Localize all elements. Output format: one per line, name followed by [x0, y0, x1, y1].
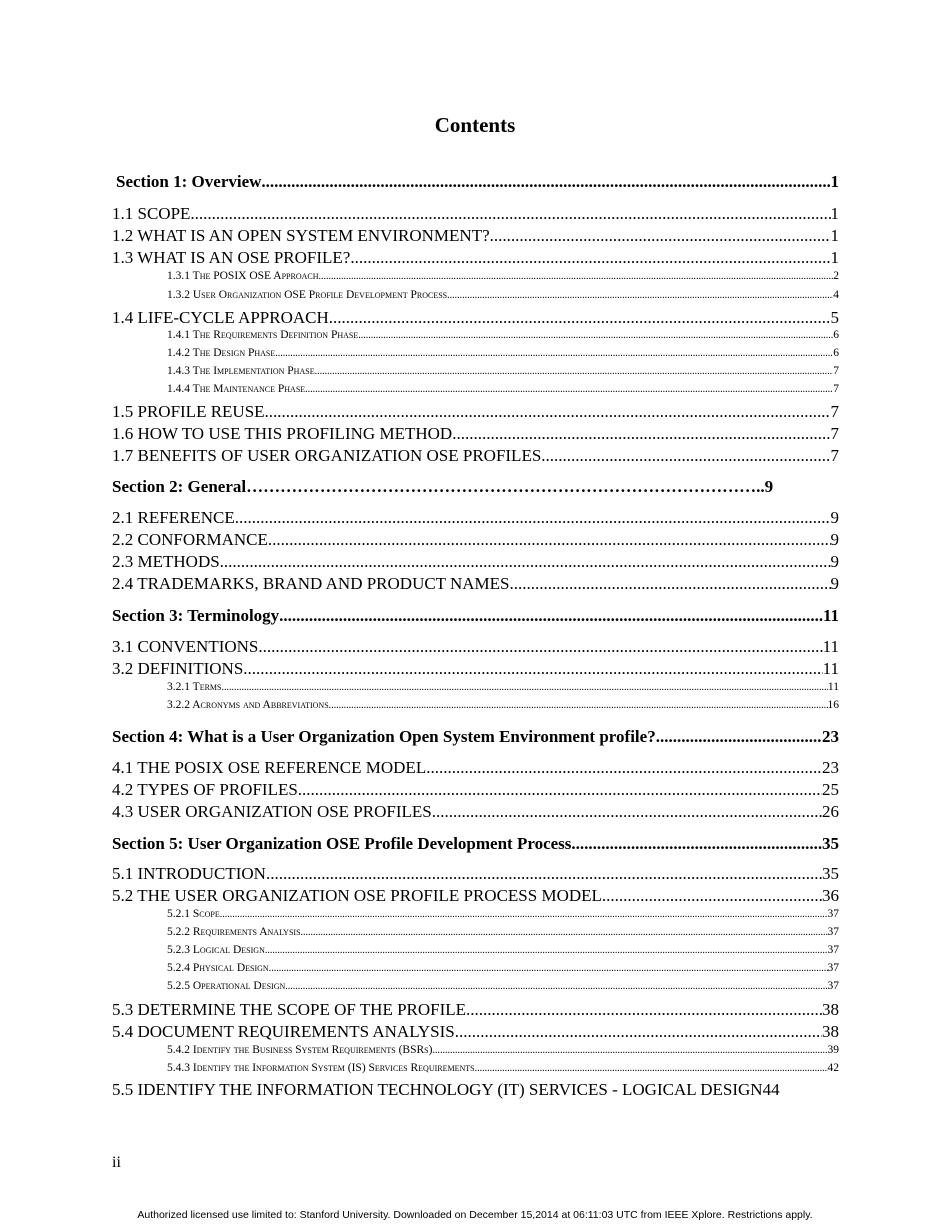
toc-entry-label: Section 4: What is a User Organization Open System Environment profile?	[112, 727, 656, 746]
toc-section-heading[interactable]	[112, 727, 839, 747]
toc-page-number: 11	[822, 659, 839, 678]
toc-entry-label: 1.3.2 User Organization OSE Profile Development Process	[167, 289, 448, 301]
toc-page-number: 37	[827, 926, 839, 938]
toc-page-number: 7	[830, 424, 839, 443]
toc-entry-label: 4.2 TYPES OF PROFILES	[112, 780, 298, 799]
toc-page-number: 6	[833, 347, 839, 359]
dot-leader	[221, 681, 827, 693]
toc-subentry[interactable]	[167, 980, 839, 992]
toc-page-number: 1	[830, 204, 839, 223]
toc-entry-label: 5.4.3 Identify the Information System (IS) Services Requirements	[167, 1062, 475, 1074]
toc-page-number: 4	[833, 289, 839, 301]
dot-leader	[268, 530, 831, 550]
toc-entry[interactable]	[112, 802, 839, 822]
dot-leader	[190, 204, 830, 224]
toc-entry[interactable]	[112, 402, 839, 422]
toc-entry-label: 5.2.4 Physical Design	[167, 962, 269, 974]
dot-leader	[265, 402, 831, 422]
toc-entry-label: 3.1 CONVENTIONS	[112, 637, 259, 656]
toc-page-number: 7	[830, 402, 839, 421]
toc-page-number: 11	[822, 606, 839, 625]
toc-subentry[interactable]	[167, 1044, 839, 1056]
toc-page-number: 37	[827, 908, 839, 920]
toc-entry[interactable]	[112, 659, 839, 679]
toc-subentry[interactable]	[167, 365, 839, 377]
toc-subentry[interactable]	[167, 944, 839, 956]
dot-leader	[235, 508, 831, 528]
toc-entry-label: 1.4.2 The Design Phase	[167, 347, 276, 359]
toc-page-number: 11	[827, 681, 839, 693]
toc-page-number: 37	[827, 962, 839, 974]
dot-leader	[220, 552, 831, 572]
toc-subentry[interactable]	[167, 1062, 839, 1074]
toc-subentry[interactable]	[167, 962, 839, 974]
toc-entry-label: 1.2 WHAT IS AN OPEN SYSTEM ENVIRONMENT?	[112, 226, 490, 245]
toc-page-number: 23	[822, 727, 839, 746]
toc-entry[interactable]	[112, 574, 839, 594]
dot-leader	[358, 329, 833, 341]
dot-leader	[269, 962, 828, 974]
toc-entry-label: 1.3.1 The POSIX OSE Approach	[167, 270, 319, 282]
toc-entry-label: 1.7 BENEFITS OF USER ORGANIZATION OSE PROFILES	[112, 446, 542, 465]
toc-entry-label: 1.5 PROFILE REUSE	[112, 402, 265, 421]
toc-section-heading[interactable]	[112, 477, 839, 497]
toc-entry-label: 5.1 INTRODUCTION	[112, 864, 266, 883]
dot-leader	[261, 172, 830, 192]
toc-entry-label: 1.6 HOW TO USE THIS PROFILING METHOD	[112, 424, 453, 443]
toc-page-number: 9	[830, 530, 839, 549]
toc-entry-label: 5.3 DETERMINE THE SCOPE OF THE PROFILE	[112, 1000, 467, 1019]
dot-leader	[305, 383, 833, 395]
dot-leader	[298, 780, 822, 800]
toc-page-number: 23	[822, 758, 839, 777]
toc-entry-label: 5.2.5 Operational Design	[167, 980, 286, 992]
toc-page-number: 38	[822, 1022, 839, 1041]
dot-leader	[571, 834, 822, 854]
toc-entry-label: Section 2: General………………………………………………………………………………..	[112, 477, 765, 496]
dot-leader	[279, 606, 823, 626]
toc-entry-label: 5.2 THE USER ORGANIZATION OSE PROFILE PROCESS MODEL	[112, 886, 602, 905]
toc-page-number: 16	[827, 699, 839, 711]
toc-page-number: 9	[764, 477, 774, 496]
toc-page-number: 5	[830, 308, 839, 327]
toc-page-number: 35	[822, 834, 839, 853]
toc-page-number: 1	[830, 248, 839, 267]
toc-entry-label: 4.1 THE POSIX OSE REFERENCE MODEL	[112, 758, 427, 777]
toc-entry-label: 3.2 DEFINITIONS	[112, 659, 244, 678]
toc-page-number: 11	[822, 637, 839, 656]
dot-leader	[432, 802, 822, 822]
dot-leader	[315, 365, 834, 377]
dot-leader	[350, 248, 830, 268]
dot-leader	[510, 574, 831, 594]
dot-leader	[285, 980, 827, 992]
toc-entry[interactable]	[112, 446, 839, 466]
toc-entry-label: 2.4 TRADEMARKS, BRAND AND PRODUCT NAMES	[112, 574, 510, 593]
toc-entry-label: 2.2 CONFORMANCE	[112, 530, 268, 549]
toc-subentry[interactable]	[167, 908, 839, 920]
toc-entry-label: 1.1 SCOPE	[112, 204, 191, 223]
toc-entry[interactable]	[112, 248, 839, 268]
toc-entry-label: Section 3: Terminology	[112, 606, 280, 625]
toc-entry-label: 5.2.3 Logical Design	[167, 944, 265, 956]
toc-subentry[interactable]	[167, 926, 839, 938]
toc-entry[interactable]	[112, 758, 839, 778]
toc-page-number: 9	[830, 574, 839, 593]
toc-page-number: 9	[830, 552, 839, 571]
toc-entry-label: Section 1: Overview	[116, 172, 262, 191]
toc-entry-label: 5.2.2 Requirements Analysis	[167, 926, 301, 938]
page-number: ii	[112, 1154, 121, 1171]
toc-subentry[interactable]	[167, 699, 839, 711]
toc-entry-label: 3.2.1 Terms	[167, 681, 222, 693]
dot-leader	[452, 424, 830, 444]
toc-page-number: 44	[762, 1080, 780, 1099]
toc-entry-label: 1.4.4 The Maintenance Phase	[167, 383, 306, 395]
toc-entry-label: 5.2.1 Scope	[167, 908, 220, 920]
toc-entry[interactable]	[112, 886, 839, 906]
toc-entry-label: 5.5 IDENTIFY THE INFORMATION TECHNOLOGY (IT) SERVICES - LOGICAL DESIGN	[112, 1080, 763, 1099]
toc-entry[interactable]	[112, 1080, 839, 1100]
toc-entry[interactable]	[112, 226, 839, 246]
toc-page-number: 1	[830, 226, 839, 245]
toc-entry-label: 5.4 DOCUMENT REQUIREMENTS ANALYSIS.	[112, 1022, 459, 1041]
dot-leader	[447, 289, 833, 301]
toc-page-number: 7	[830, 446, 839, 465]
toc-subentry[interactable]	[167, 270, 839, 282]
dot-leader	[656, 727, 822, 747]
toc-entry[interactable]	[112, 204, 839, 224]
toc-entry-label: Section 5: User Organization OSE Profile Development Process	[112, 834, 572, 853]
dot-leader	[266, 864, 822, 884]
dot-leader	[319, 270, 834, 282]
toc-page-number: 39	[827, 1044, 839, 1056]
toc-entry[interactable]	[112, 530, 839, 550]
toc-page-number: 25	[822, 780, 839, 799]
toc-entry[interactable]	[112, 424, 839, 444]
page-title: Contents	[434, 113, 516, 137]
dot-leader	[301, 926, 828, 938]
dot-leader	[490, 226, 831, 246]
toc-page-number: 9	[830, 508, 839, 527]
toc-page-number: 42	[827, 1062, 839, 1074]
toc-page-number: 1	[830, 172, 839, 191]
toc-entry-label: 1.3 WHAT IS AN OSE PROFILE?	[112, 248, 351, 267]
toc-section-heading[interactable]	[116, 172, 839, 192]
toc-section-heading[interactable]	[112, 606, 839, 626]
toc-page-number: 7	[833, 365, 839, 377]
dot-leader	[220, 908, 828, 920]
toc-subentry[interactable]	[167, 347, 839, 359]
dot-leader	[426, 758, 822, 778]
footer-notice: Authorized licensed use limited to: Stanford University. Downloaded on December 15,2014 at 06:11:03 UTC from IEEE Xplore. Restrictions apply.	[137, 1209, 813, 1221]
toc-entry-label: 2.1 REFERENCE	[112, 508, 235, 527]
dot-leader	[329, 308, 831, 328]
toc-page-number: 37	[827, 944, 839, 956]
toc-page-number: 37	[827, 980, 839, 992]
dot-leader	[329, 699, 828, 711]
toc-entry-label: 1.4.1 The Requirements Definition Phase	[167, 329, 359, 341]
toc-subentry[interactable]	[167, 383, 839, 395]
toc-entry[interactable]	[112, 508, 839, 528]
dot-leader	[466, 1000, 822, 1020]
dot-leader	[432, 1044, 827, 1056]
toc-entry-label: 2.3 METHODS	[112, 552, 220, 571]
dot-leader	[265, 944, 828, 956]
dot-leader	[243, 659, 822, 679]
toc-entry-label: 4.3 USER ORGANIZATION OSE PROFILES	[112, 802, 432, 821]
dot-leader	[459, 1022, 822, 1042]
toc-entry[interactable]	[112, 780, 839, 800]
toc-entry-label: 3.2.2 Acronyms and Abbreviations	[167, 699, 329, 711]
dot-leader	[602, 886, 822, 906]
toc-entry-label: 5.4.2 Identify the Business System Requirements (BSRs)	[167, 1044, 433, 1056]
toc-page-number: 2	[833, 270, 839, 282]
toc-section-heading[interactable]	[112, 834, 839, 854]
dot-leader	[258, 637, 822, 657]
toc-page-number: 7	[833, 383, 839, 395]
toc-page-number: 36	[822, 886, 839, 905]
toc-subentry[interactable]	[167, 329, 839, 341]
toc-page-number: 6	[833, 329, 839, 341]
toc-entry[interactable]	[112, 864, 839, 884]
toc-entry-label: 1.4.3 The Implementation Phase	[167, 365, 315, 377]
toc-entry[interactable]	[112, 1022, 839, 1042]
toc-entry[interactable]	[112, 1000, 839, 1020]
toc-subentry[interactable]	[167, 681, 839, 693]
toc-entry[interactable]	[112, 552, 839, 572]
toc-entry[interactable]	[112, 637, 839, 657]
dot-leader	[541, 446, 830, 466]
toc-page-number: 35	[822, 864, 839, 883]
toc-page-number: 26	[822, 802, 839, 821]
dot-leader	[275, 347, 833, 359]
toc-entry-label: 1.4 LIFE-CYCLE APPROACH	[112, 308, 329, 327]
toc-page-number: 38	[822, 1000, 839, 1019]
dot-leader	[475, 1062, 828, 1074]
toc-subentry[interactable]	[167, 289, 839, 301]
toc-entry[interactable]	[112, 308, 839, 328]
